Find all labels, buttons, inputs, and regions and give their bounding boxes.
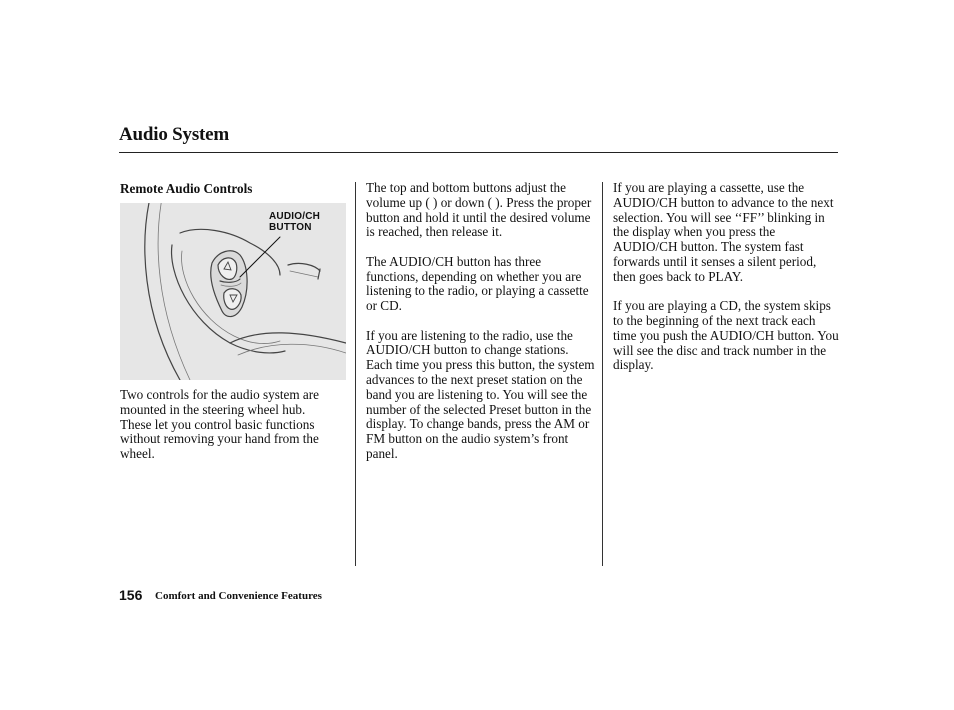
page-number: 156 <box>119 587 143 603</box>
paragraph: If you are listening to the radio, use the AUDIO/CH button to change stations. Each time you press this button, the system advances to the next preset station on the band you are listening to. You will see the number of the selected Preset button in the display. To change bands, press the AM or FM button on the audio system’s front panel. <box>366 327 595 461</box>
section-subtitle: Remote Audio Controls <box>120 181 253 196</box>
paragraph: Two controls for the audio system are mounted in the steering wheel hub. These let you control basic functions without removing your hand from the wheel. <box>120 387 320 462</box>
column-divider-1 <box>355 182 356 566</box>
paragraph: If you are playing a cassette, use the AUDIO/CH button to advance to the next selection. You will see ‘‘FF’’ blinking in the display when you press the AUDIO/CH button. The system fast forwards until it senses a silent period, then goes back to PLAY. <box>613 180 834 284</box>
column-divider-2 <box>602 182 603 566</box>
section-name: Comfort and Convenience Features <box>155 590 322 602</box>
page-title: Audio System <box>119 124 230 145</box>
column-3 <box>613 181 841 388</box>
column-2 <box>366 181 596 476</box>
steering-wheel-illustration <box>120 203 346 380</box>
figure-label <box>269 212 320 233</box>
title-rule <box>119 152 838 153</box>
column-1-body <box>120 388 336 477</box>
figure-label-line1: AUDIO/CH <box>269 211 321 222</box>
paragraph: The AUDIO/CH button has three functions, depending on whether you are listening to the radio, or playing a cassette or CD. <box>366 253 589 314</box>
column-1 <box>120 182 348 197</box>
figure-label-line2: BUTTON <box>269 221 312 233</box>
paragraph: The top and bottom buttons adjust the volume up ( ) or down ( ). Press the proper button and hold it until the desired volume is reached, then release it. <box>366 180 592 240</box>
paragraph: If you are playing a CD, the system skips to the beginning of the next track each time you push the AUDIO/CH button. You will see the disc and track number in the display. <box>613 298 839 373</box>
